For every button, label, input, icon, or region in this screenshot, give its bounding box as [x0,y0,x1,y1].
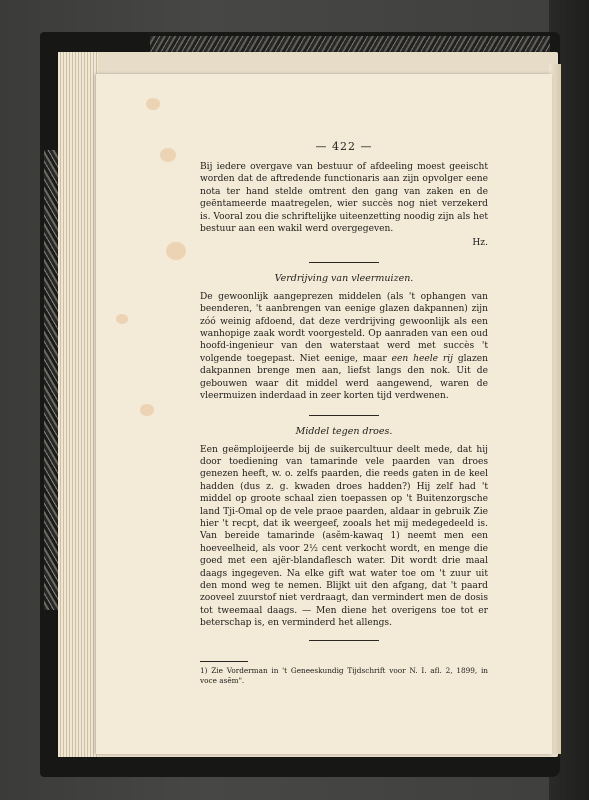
author-initials: Hz. [472,238,488,249]
foxing-stain [116,314,128,324]
paragraph-vleermuizen-part1: De gewoonlijk aangeprezen middelen (als 't ophangen van beenderen, 't aanbrengen van eenige glazen dakpannen) zijn zóó weinig afdoend, dat deze verdrijving gewoonlijk als een wanhopige zaak wordt voorgesteld. Op aanraden van een oud hoofd-ingenieur van den waterstaat werd met succès 't volgende toegepast. Niet eenige, maar [200,291,488,364]
paragraph-vleermuizen-part2: glazen dakpannen brenge men aan, liefst langs den nok. Uit de gebouwen waar dit middel werd aangewend, waren de vleermuizen inderdaad in zeer korten tijd verdwenen. [200,353,488,402]
footnote: 1) Zie Vorderman in 't Geneeskundig Tijdschrift voor N. I. afl. 2, 1899, in voce asĕm". [200,665,488,685]
section-divider [309,262,379,263]
section-divider [309,640,379,641]
section-divider [309,415,379,416]
foxing-stain [140,404,154,416]
paragraph-intro: Bij iedere overgave van bestuur of afdeeling moest geeischt worden dat de aftredende functionaris aan zijn opvolger eene nota ter hand stelde omtrent den gang van zaken en de geëntameerde maatregelen, wier succès nog niet verzekerd is. Vooral zou die schriftelijke uiteenzetting noodig zijn als het bestuur aan een wakil werd overgegeven. [200,162,488,235]
paragraph-vleermuizen [200,291,488,403]
section-heading-droes: Middel tegen droes. [295,425,393,437]
page-text [200,140,488,686]
page-number: — 422 — [315,140,373,153]
footnote-rule [200,661,248,662]
foxing-stain [166,242,186,260]
paragraph-droes: Een geëmploijeerde bij de suikercultuur deelt mede, dat hij door toediening van tamarinde vele paarden van droes genezen heeft, w. o. zelfs paarden, die reeds gaten in de keel hadden (dus z. g. kwaden droes hadden?) Hij zelf had 't middel op groote schaal zien toepassen op 't Buitenzorgsche land Tji-Omal op de vele praoe paarden, aldaar in gebruik Zie hier 't recpt, dat ik weergeef, zooals het mij medegedeeld is. Van bereide tamarinde (asĕm-kawaq 1) neemt men een hoeveelheid, als voor 2½ cent verkocht wordt, en menge die goed met een ajër-blandaflesch water. Dit wordt drie maal daags ingegeven. Na elke gift wat water toe om 't zuur uit den mond weg te nemen. Blijkt uit den afgang, dat 't paard zooveel zuurstof niet verdraagt, dan vermindert men de dosis tot tweemaal daags. — Men diene het overigens toe tot er beterschap is, en verminderd het allengs. [200,444,488,629]
foxing-stain [160,148,176,162]
section-heading-vleermuizen: Verdrijving van vleermuizen. [274,272,414,284]
foxing-stain [146,98,160,110]
paragraph-vleermuizen-italic: een heele rij [391,353,453,364]
